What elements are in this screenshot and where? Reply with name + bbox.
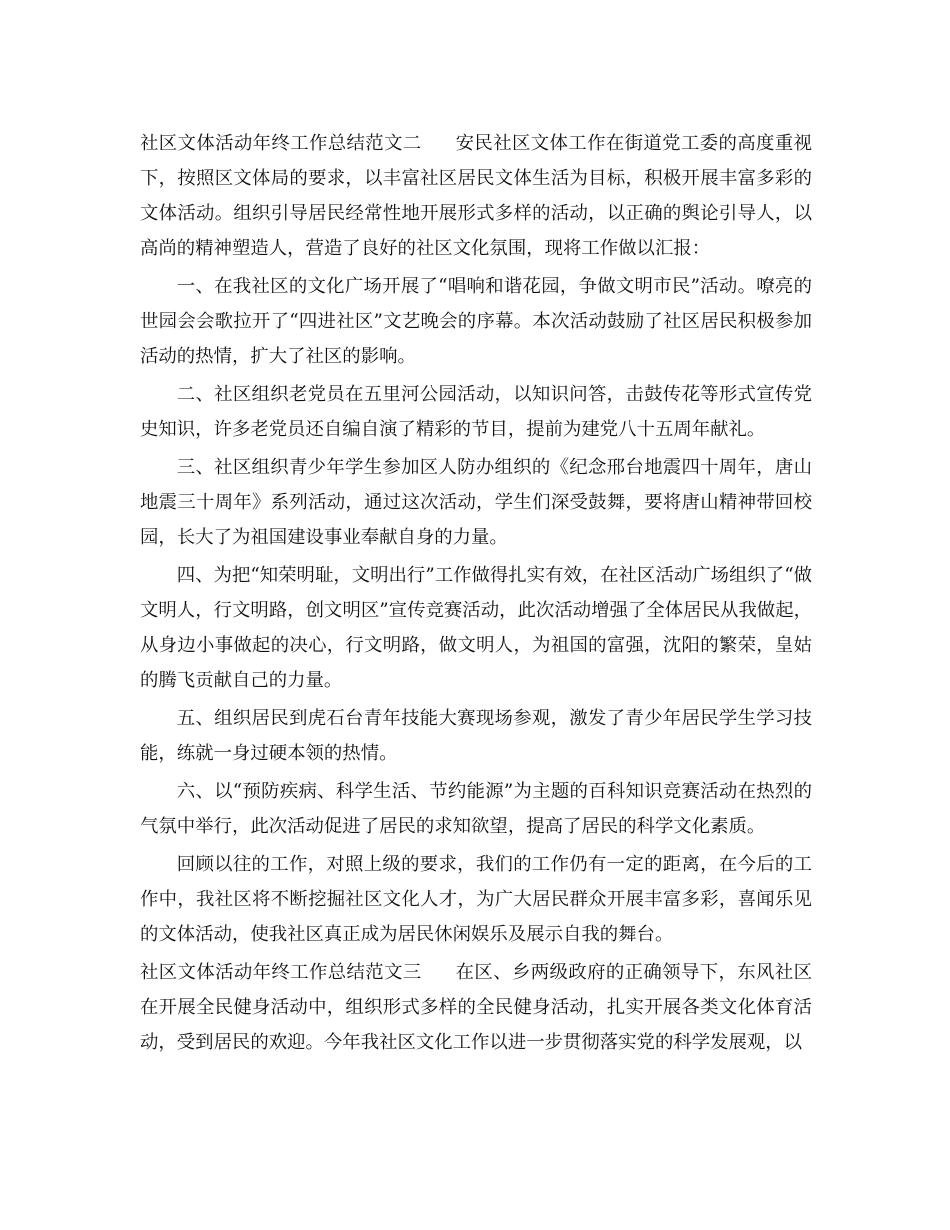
section-two-item-3: 三、社区组织青少年学生参加区人防办组织的《纪念邢台地震四十周年，唐山地震三十周年》系列活动，通过这次活动，学生们深受鼓舞，要将唐山精神带回校园，长大了为祖国建设事业奉献自身的力量。 <box>140 457 812 548</box>
section-two-item-4: 四、为把“知荣明耻，文明出行”工作做得扎实有效，在社区活动广场组织了“做文明人，行文明路，创文明区”宣传竞赛活动，此次活动增强了全体居民从我做起，从身边小事做起的决心，行文明路，做文明人，为祖国的富强，沈阳的繁荣，皇姑的腾飞贡献自己的力量。 <box>140 565 812 691</box>
section-three-intro-text: 在区、乡两级政府的正确领导下，东风社区在开展全民健身活动中，组织形式多样的全民健身活动，扎实开展各类文化体育活动，受到居民的欢迎。今年我社区文化工作以进一步贯彻落实党的科学发展观，以 <box>140 962 812 1053</box>
section-two-item-1: 一、在我社区的文化广场开展了“唱响和谐花园，争做文明市民”活动。嘹亮的世园会会歌拉开了“四进社区”文艺晚会的序幕。本次活动鼓励了社区居民积极参加活动的热情，扩大了社区的影响。 <box>140 276 812 367</box>
section-two-heading: 社区文体活动年终工作总结范文二 <box>140 133 422 154</box>
section-two-intro-text: 安民社区文体工作在街道党工委的高度重视下，按照区文体局的要求，以丰富社区居民文体生活为目标，积极开展丰富多彩的文体活动。组织引导居民经常性地开展形式多样的活动，以正确的舆论引导人，以高尚的精神塑造人，营造了良好的社区文化氛围，现将工作做以汇报： <box>140 133 812 259</box>
section-two-item-6: 六、以“预防疾病、科学生活、节约能源”为主题的百科知识竞赛活动在热烈的气氛中举行，此次活动促进了居民的求知欲望，提高了居民的科学文化素质。 <box>140 781 812 837</box>
section-two-item-2: 二、社区组织老党员在五里河公园活动，以知识问答，击鼓传花等形式宣传党史知识，许多老党员还自编自演了精彩的节目，提前为建党八十五周年献礼。 <box>140 384 812 440</box>
section-three-intro-paragraph <box>140 955 812 1060</box>
section-three-heading: 社区文体活动年终工作总结范文三 <box>140 962 422 983</box>
section-two-intro-paragraph <box>140 126 812 266</box>
section-two-conclusion: 回顾以往的工作，对照上级的要求，我们的工作仍有一定的距离，在今后的工作中，我社区将不断挖掘社区文化人才，为广大居民群众开展丰富多彩，喜闻乐见的文体活动，使我社区真正成为居民休闲娱乐及展示自我的舞台。 <box>140 854 812 945</box>
section-two-item-5: 五、组织居民到虎石台青年技能大赛现场参观，激发了青少年居民学生学习技能，练就一身过硬本领的热情。 <box>140 708 812 764</box>
document-body <box>140 126 812 1063</box>
